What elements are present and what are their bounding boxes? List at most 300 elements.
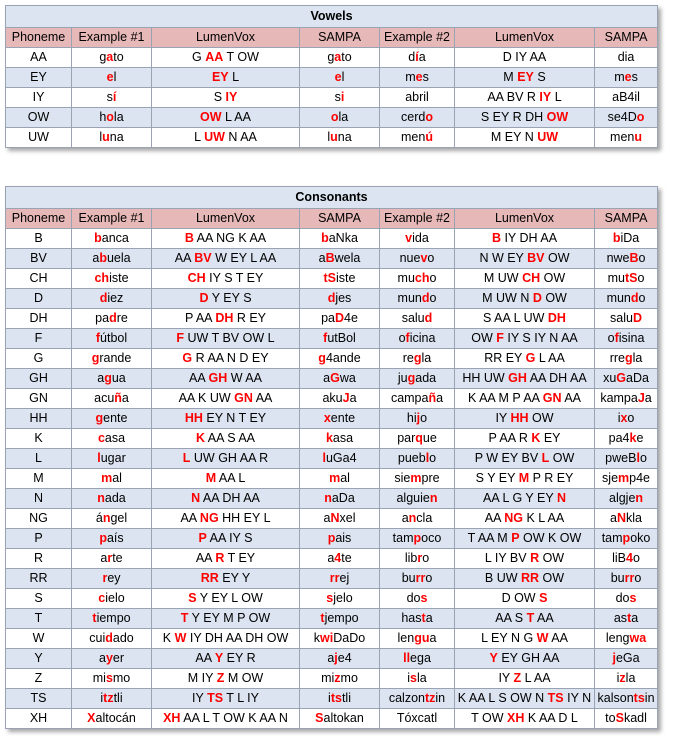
example-1-cell (72, 88, 152, 108)
table-row (6, 108, 658, 128)
phoneme-cell (6, 529, 72, 549)
text-segment: g (99, 50, 107, 64)
phoneme-cell (6, 349, 72, 369)
text-segment: di (617, 50, 628, 64)
table-title: Consonants (6, 187, 658, 209)
highlighted-segment: n (324, 491, 332, 505)
highlighted-segment: rr (329, 571, 340, 585)
text-segment: wela (334, 251, 361, 265)
highlighted-segment: o (425, 110, 433, 124)
text-segment: a (425, 611, 433, 625)
text-segment: kalson (597, 691, 634, 705)
highlighted-segment: N (556, 491, 566, 505)
column-header-lumenvox-1: LumenVox (152, 209, 300, 229)
lumenvox-1-cell (152, 128, 300, 148)
sampa-2-cell (595, 48, 658, 68)
phoneme-cell (6, 669, 72, 689)
text-segment: R (33, 551, 44, 565)
text-segment: AA K UW (178, 391, 235, 405)
lumenvox-2-cell (455, 549, 595, 569)
phoneme-cell (6, 549, 72, 569)
text-segment: GN (29, 391, 48, 405)
lumenvox-1-cell (152, 48, 300, 68)
text-segment: DaDo (333, 631, 366, 645)
text-segment: GH (29, 371, 48, 385)
text-segment: AA (548, 631, 568, 645)
highlighted-segment: DH (547, 311, 566, 325)
text-segment: S (533, 70, 546, 84)
sampa-1-cell (300, 329, 380, 349)
highlighted-segment: b (94, 231, 102, 245)
example-2-cell (380, 229, 455, 249)
column-header-example-2: Example #2 (380, 28, 455, 48)
lumenvox-1-cell (152, 429, 300, 449)
text-segment: L (228, 70, 240, 84)
text-segment: xu (603, 371, 617, 385)
highlighted-segment: G (182, 351, 193, 365)
text-segment: g (327, 50, 335, 64)
sampa-2-cell (595, 349, 658, 369)
table-row (6, 409, 658, 429)
text-segment: N AA (224, 130, 257, 144)
example-2-cell (380, 669, 455, 689)
example-1-cell (72, 449, 152, 469)
text-segment: L AA (221, 110, 251, 124)
text-segment: M IY (187, 671, 217, 685)
sampa-1-cell (300, 609, 380, 629)
sampa-2-cell (595, 269, 658, 289)
highlighted-segment: L (541, 451, 550, 465)
sampa-1-cell (300, 489, 380, 509)
text-segment: L IY BV (484, 551, 531, 565)
text-segment: a (327, 551, 335, 565)
text-segment: algje (609, 491, 636, 505)
text-segment: i (617, 411, 621, 425)
text-segment: asa (104, 431, 126, 445)
text-segment: o (639, 451, 647, 465)
lumenvox-2-cell (455, 68, 595, 88)
text-segment: o (638, 291, 646, 305)
highlighted-segment: l (425, 451, 430, 465)
highlighted-segment: N (191, 491, 201, 505)
highlighted-segment: R (215, 551, 225, 565)
highlighted-segment: d (421, 291, 430, 305)
text-segment: acu (94, 391, 115, 405)
text-segment: AA DH AA (526, 371, 587, 385)
text-segment: AA BV R (487, 90, 540, 104)
sampa-2-cell (595, 409, 658, 429)
text-segment: ua (111, 371, 126, 385)
text-segment: calzon (388, 691, 425, 705)
highlighted-segment: Z (216, 671, 225, 685)
text-segment: rande (99, 351, 132, 365)
text-segment: la (625, 671, 636, 685)
highlighted-segment: M (518, 471, 530, 485)
text-segment: EY (30, 70, 47, 84)
example-1-cell (72, 249, 152, 269)
text-segment: liB (612, 551, 627, 565)
text-segment: o (638, 251, 646, 265)
lumenvox-2-cell (455, 589, 595, 609)
text-segment: oco (421, 531, 442, 545)
example-1-cell (72, 669, 152, 689)
highlighted-segment: XH (507, 711, 525, 725)
phoneme-cell (6, 329, 72, 349)
consonants-title-row (6, 187, 658, 209)
sampa-1-cell (300, 88, 380, 108)
sampa-1-cell (300, 309, 380, 329)
highlighted-segment: B (491, 231, 501, 245)
example-2-cell (380, 429, 455, 449)
text-segment: re (402, 351, 414, 365)
text-segment: icina (409, 331, 436, 345)
highlighted-segment: HH (510, 411, 529, 425)
text-segment: mu (397, 271, 415, 285)
highlighted-segment: b (99, 251, 107, 265)
highlighted-segment: ú (425, 130, 433, 144)
text-segment: e4 (337, 651, 352, 665)
text-segment: er (112, 651, 125, 665)
text-segment: L EY N G (481, 631, 537, 645)
text-segment: W EY L AA (211, 251, 277, 265)
text-segment: a (436, 391, 444, 405)
text-segment: salu (610, 311, 633, 325)
text-segment: AA (561, 391, 582, 405)
highlighted-segment: d (630, 291, 639, 305)
text-segment: iempo (96, 611, 131, 625)
text-segment: UW T BV OW L (184, 331, 275, 345)
text-segment: Y EY M P OW (188, 611, 271, 625)
example-2-cell (380, 509, 455, 529)
text-segment: T (34, 611, 43, 625)
lumenvox-2-cell (455, 489, 595, 509)
example-1-cell (72, 469, 152, 489)
sampa-2-cell (595, 489, 658, 509)
sampa-2-cell (595, 128, 658, 148)
text-segment: AA L (216, 471, 246, 485)
lumenvox-1-cell (152, 309, 300, 329)
text-segment: útbol (100, 331, 128, 345)
text-segment: asa (332, 431, 354, 445)
text-segment: IY N (563, 691, 592, 705)
text-segment: D (33, 291, 44, 305)
lumenvox-2-cell (455, 609, 595, 629)
highlighted-segment: GN (542, 391, 562, 405)
text-segment: a (98, 651, 106, 665)
text-segment: s (422, 70, 429, 84)
text-segment: OW (540, 271, 566, 285)
text-segment: hi (406, 411, 417, 425)
text-segment: W (32, 631, 45, 645)
text-segment: tli (113, 691, 123, 705)
sampa-1-cell (300, 569, 380, 589)
highlighted-segment: ts (633, 691, 645, 705)
text-segment: m (405, 70, 416, 84)
lumenvox-2-cell (455, 249, 595, 269)
text-segment: P R EY (529, 471, 574, 485)
lumenvox-2-cell (455, 229, 595, 249)
table-row (6, 649, 658, 669)
table-row (6, 128, 658, 148)
table-row (6, 229, 658, 249)
text-segment: salu (401, 311, 425, 325)
highlighted-segment: v (405, 231, 413, 245)
sampa-1-cell (300, 649, 380, 669)
text-segment: HH (29, 411, 48, 425)
highlighted-segment: P (198, 531, 207, 545)
example-2-cell (380, 609, 455, 629)
text-segment: o (398, 331, 406, 345)
text-segment: OW (27, 110, 50, 124)
text-segment: sje (602, 471, 619, 485)
text-segment: p4e (629, 471, 651, 485)
text-segment: D OW (501, 591, 540, 605)
lumenvox-1-cell (152, 469, 300, 489)
sampa-1-cell (300, 229, 380, 249)
highlighted-segment: RR (200, 571, 219, 585)
text-segment: o (627, 411, 635, 425)
table-row (6, 389, 658, 409)
text-segment: a (323, 511, 331, 525)
sampa-1-cell (300, 409, 380, 429)
text-segment: ais (335, 531, 352, 545)
text-segment: par (397, 431, 416, 445)
highlighted-segment: OW (200, 110, 222, 124)
highlighted-segment: r (102, 571, 108, 585)
text-segment: anca (101, 231, 129, 245)
text-segment: o (425, 571, 433, 585)
text-segment: tam (601, 531, 623, 545)
highlighted-segment: t (320, 611, 325, 625)
highlighted-segment: f (323, 331, 328, 345)
table-row (6, 429, 658, 449)
sampa-1-cell (300, 629, 380, 649)
text-segment: ado (112, 631, 134, 645)
text-segment: a (97, 371, 105, 385)
highlighted-segment: l (97, 451, 101, 465)
highlighted-segment: e (334, 70, 342, 84)
text-segment: OW (539, 571, 565, 585)
sampa-2-cell (595, 108, 658, 128)
text-segment: cerd (401, 110, 426, 124)
column-header-sampa-2: SAMPA (595, 209, 658, 229)
highlighted-segment: d (424, 311, 433, 325)
text-segment: bu (401, 571, 416, 585)
text-segment: l (341, 70, 345, 84)
example-1-cell (72, 309, 152, 329)
highlighted-segment: G (330, 371, 340, 385)
lumenvox-1-cell (152, 669, 300, 689)
vowels-body (6, 6, 658, 148)
text-segment: abril (405, 90, 429, 104)
lumenvox-1-cell (152, 329, 300, 349)
text-segment: S (213, 90, 226, 104)
column-header-sampa-1: SAMPA (300, 28, 380, 48)
lumenvox-1-cell (152, 88, 300, 108)
text-segment: IY (192, 691, 208, 705)
example-1-cell (72, 68, 152, 88)
highlighted-segment: v (420, 251, 428, 265)
example-2-cell (380, 489, 455, 509)
highlighted-segment: IY (539, 90, 552, 104)
example-2-cell (380, 689, 455, 709)
lumenvox-2-cell (455, 329, 595, 349)
phoneme-cell (6, 689, 72, 709)
text-segment: K AA L S OW N (457, 691, 548, 705)
text-segment: isina (618, 331, 645, 345)
highlighted-segment: m (618, 471, 630, 485)
table-row (6, 489, 658, 509)
highlighted-segment: n (97, 491, 105, 505)
text-segment: a (121, 391, 129, 405)
highlighted-segment: R (530, 551, 540, 565)
example-1-cell (72, 489, 152, 509)
table-row (6, 329, 658, 349)
highlighted-segment: Y (489, 651, 498, 665)
text-segment: IY S T EY (205, 271, 264, 285)
lumenvox-1-cell (152, 229, 300, 249)
text-segment: HH UW (462, 371, 509, 385)
highlighted-segment: e (415, 70, 423, 84)
text-segment: iez (107, 291, 124, 305)
highlighted-segment: g (318, 351, 326, 365)
text-segment: h (99, 110, 107, 124)
highlighted-segment: TS (547, 691, 564, 705)
example-2-cell (380, 48, 455, 68)
highlighted-segment: L (182, 451, 191, 465)
highlighted-segment: k (629, 431, 637, 445)
highlighted-segment: d (327, 291, 336, 305)
text-segment: EY R (223, 651, 256, 665)
phoneme-cell (6, 369, 72, 389)
text-segment: iste (109, 271, 129, 285)
phoneme-cell (6, 128, 72, 148)
text-segment: oko (630, 531, 651, 545)
highlighted-segment: j (416, 411, 421, 425)
example-1-cell (72, 229, 152, 249)
highlighted-segment: b (612, 231, 621, 245)
highlighted-segment: d (109, 311, 117, 325)
example-2-cell (380, 369, 455, 389)
text-segment: jempo (324, 611, 359, 625)
example-1-cell (72, 48, 152, 68)
text-segment: cui (89, 631, 106, 645)
text-segment: ej (339, 571, 350, 585)
example-1-cell (72, 108, 152, 128)
lumenvox-2-cell (455, 389, 595, 409)
sampa-2-cell (595, 669, 658, 689)
example-1-cell (72, 709, 152, 729)
text-segment: EY (540, 431, 561, 445)
highlighted-segment: D (632, 311, 643, 325)
text-segment: DH (29, 311, 48, 325)
text-segment: kadl (623, 711, 647, 725)
text-segment: IY (498, 671, 514, 685)
highlighted-segment: ch (94, 271, 110, 285)
highlighted-segment: BV (194, 251, 212, 265)
lumenvox-2-cell (455, 369, 595, 389)
highlighted-segment: F (496, 331, 504, 345)
text-segment: pa4 (608, 431, 630, 445)
example-1-cell (72, 389, 152, 409)
phoneme-cell (6, 449, 72, 469)
highlighted-segment: XH (163, 711, 181, 725)
text-segment: TS (30, 691, 47, 705)
text-segment: AA (174, 251, 195, 265)
text-segment: OW (539, 551, 565, 565)
example-2-cell (380, 589, 455, 609)
sampa-1-cell (300, 269, 380, 289)
lumenvox-2-cell (455, 289, 595, 309)
text-segment: M EY N (490, 130, 538, 144)
text-segment: 4ande (325, 351, 361, 365)
sampa-2-cell (595, 309, 658, 329)
text-segment: CH (29, 271, 48, 285)
lumenvox-2-cell (455, 409, 595, 429)
text-segment: i (407, 671, 411, 685)
text-segment: lib (404, 551, 418, 565)
text-segment: d (408, 50, 416, 64)
highlighted-segment: S (315, 711, 324, 725)
highlighted-segment: GH (508, 371, 527, 385)
lumenvox-1-cell (152, 449, 300, 469)
text-segment: L AA (535, 351, 565, 365)
lumenvox-2-cell (455, 569, 595, 589)
highlighted-segment: c (97, 431, 105, 445)
highlighted-segment: e (106, 70, 114, 84)
highlighted-segment: s (629, 591, 637, 605)
text-segment: L (194, 130, 205, 144)
text-segment: P AA (184, 311, 216, 325)
highlighted-segment: n (102, 511, 111, 525)
text-segment: has (401, 611, 422, 625)
highlighted-segment: o (330, 110, 339, 124)
text-segment: N W EY (479, 251, 528, 265)
text-segment: o (420, 411, 428, 425)
example-2-cell (380, 128, 455, 148)
text-segment: Y EY L OW (196, 591, 263, 605)
text-segment: B (34, 231, 43, 245)
text-segment: M OW (224, 671, 264, 685)
text-segment: M (33, 471, 44, 485)
text-segment: mu (607, 271, 625, 285)
phoneme-cell (6, 48, 72, 68)
text-segment: to (113, 50, 124, 64)
text-segment: do (406, 591, 421, 605)
highlighted-segment: S (188, 591, 197, 605)
highlighted-segment: GN (234, 391, 253, 405)
lumenvox-1-cell (152, 369, 300, 389)
sampa-2-cell (595, 289, 658, 309)
highlighted-segment: OW (546, 110, 569, 124)
text-segment: aB4il (612, 90, 640, 104)
text-segment: o (422, 551, 430, 565)
text-segment: IY DH AA DH OW (186, 631, 289, 645)
highlighted-segment: B (629, 251, 639, 265)
text-segment: men (401, 130, 426, 144)
highlighted-segment: G (616, 371, 627, 385)
text-segment: D IY (502, 50, 530, 64)
highlighted-segment: x (323, 411, 331, 425)
lumenvox-1-cell (152, 269, 300, 289)
text-segment: IY DH AA (500, 231, 558, 245)
sampa-2-cell (595, 689, 658, 709)
phoneme-cell (6, 249, 72, 269)
table-row (6, 369, 658, 389)
highlighted-segment: gu (414, 631, 430, 645)
highlighted-segment: r (107, 551, 113, 565)
sampa-1-cell (300, 389, 380, 409)
